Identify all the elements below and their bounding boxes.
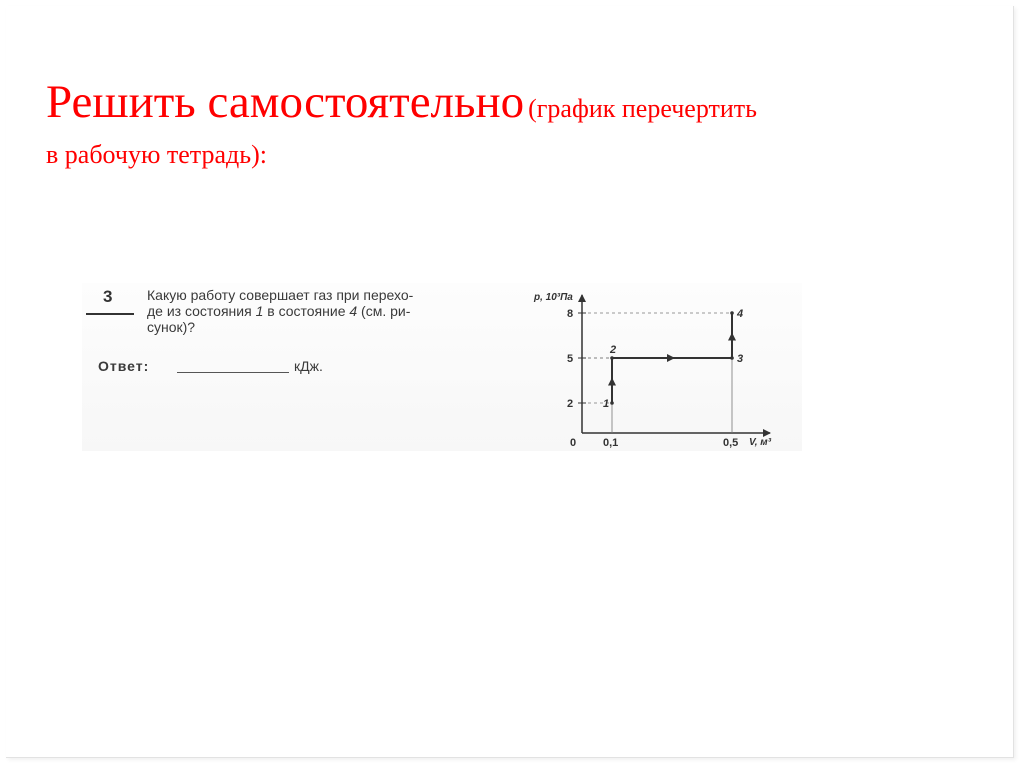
question-text-c: (см. ри- <box>357 303 411 319</box>
chart-guides <box>582 313 732 433</box>
y-tick-label: 2 <box>567 398 574 410</box>
question-line-1: Какую работу совершает газ при перехо- <box>147 287 414 303</box>
problem-image <box>82 283 802 455</box>
state-label: 4 <box>737 308 744 320</box>
state-label: 2 <box>610 344 617 356</box>
question-state-1: 1 <box>255 303 264 319</box>
slide-title-note-line2: в рабочую тетрадь): <box>46 140 267 170</box>
x-tick-label: 0 <box>570 437 577 449</box>
state-label: 1 <box>603 398 610 410</box>
question-line-3: сунок)? <box>147 319 196 335</box>
state-point <box>730 311 734 315</box>
slide-title <box>46 78 946 169</box>
x-tick-label: 0,1 <box>603 437 619 449</box>
pv-chart <box>532 283 802 455</box>
answer-label: Ответ: <box>98 358 150 374</box>
y-axis-label: p, 10³Па <box>534 292 573 303</box>
answer-unit: кДж. <box>294 358 323 374</box>
chart-series <box>610 311 734 405</box>
problem-number: 3 <box>103 287 113 306</box>
x-tick-label: 0,5 <box>723 437 739 449</box>
problem-number-rule <box>86 313 134 315</box>
state-point <box>730 356 734 360</box>
question-line-2 <box>147 303 527 319</box>
x-axis-label: V, м³ <box>749 437 772 448</box>
y-tick-label: 5 <box>567 353 574 365</box>
state-point <box>610 401 614 405</box>
question-text-a: де из состояния <box>147 303 256 319</box>
y-tick-label: 8 <box>567 308 574 320</box>
question-state-4: 4 <box>349 303 358 319</box>
question-text-b: в состояние <box>263 303 350 319</box>
problem-question <box>147 287 527 335</box>
state-label: 3 <box>737 353 744 365</box>
chart-ticks <box>567 308 738 449</box>
answer-blank <box>177 372 289 373</box>
slide-title-main: Решить самостоятельно <box>46 76 525 128</box>
slide-title-note: (график перечертить <box>528 94 757 123</box>
state-point <box>610 356 614 360</box>
